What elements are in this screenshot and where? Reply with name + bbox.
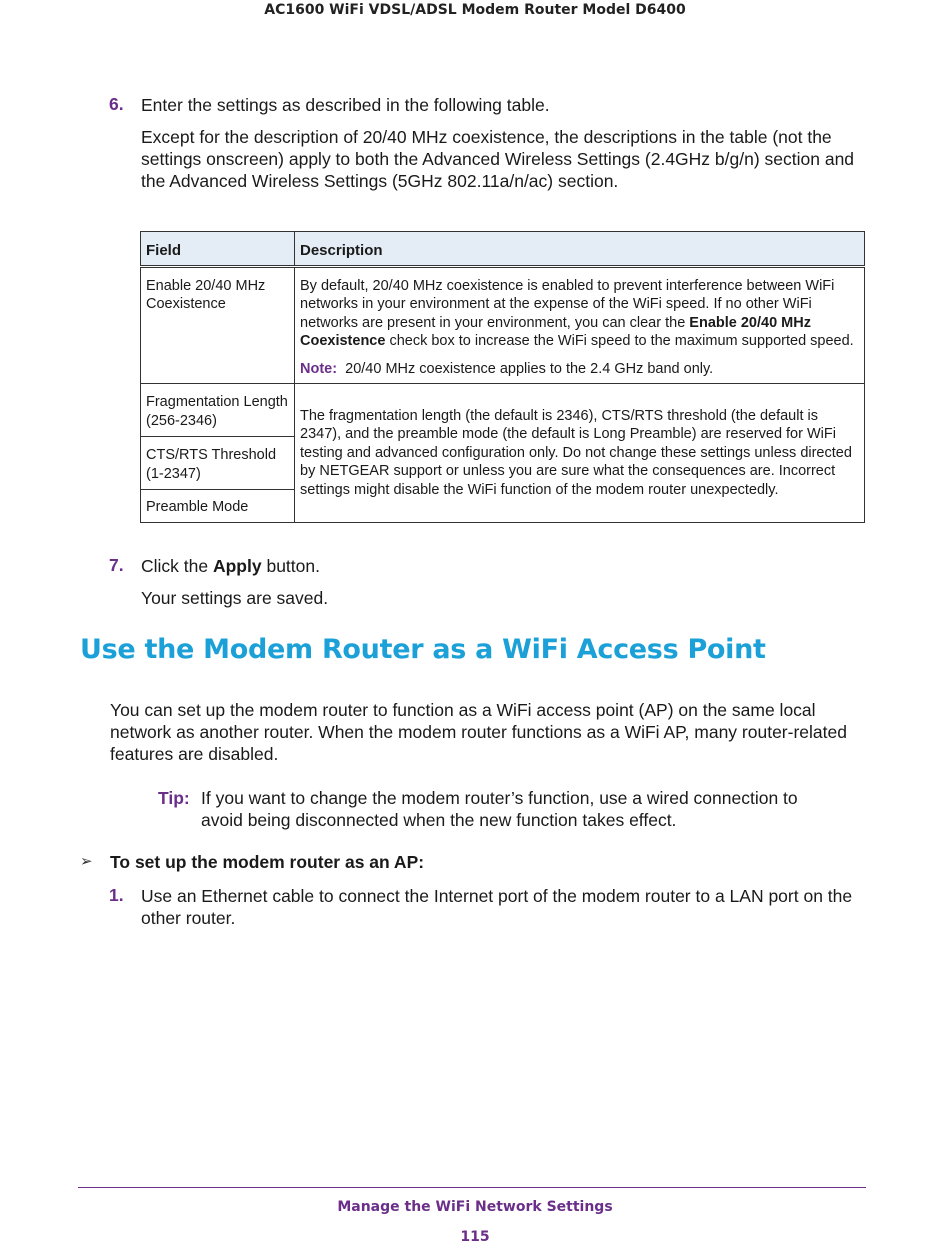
table-row — [141, 266, 865, 384]
page-number: 115 — [460, 1229, 490, 1245]
footer-chapter-title: Manage the WiFi Network Settings — [337, 1199, 613, 1215]
section-heading: Use the Modem Router as a WiFi Access Point — [80, 634, 766, 665]
description-bold-text: Enable 20/40 MHz Coexistence — [300, 314, 811, 349]
field-cell: Fragmentation Length (256-2346) — [141, 384, 295, 437]
step-6-text: Enter the settings as described in the following table. — [141, 95, 550, 115]
step-6-number: 6. — [109, 94, 124, 114]
shared-description-cell: The fragmentation length (the default is 2346), CTS/RTS threshold (the default is 2347), and the preamble mode (the default is Long Preamble) are reserved for WiFi testing and advanced configuration only. Do not change these settings unless directed by NETGEAR support or unless you are sure what the consequences are. Incorrect settings might disable the WiFi function of the modem router unexpectedly. — [295, 384, 865, 523]
step-7-text-part: Click the — [141, 556, 213, 576]
tip-label: Tip: — [158, 788, 190, 808]
description-text-part: check box to increase the WiFi speed to the maximum supported speed. — [385, 333, 854, 349]
apply-button-label: Apply — [212, 556, 262, 576]
step-7-number: 7. — [109, 555, 124, 575]
step-7-text-part: button. — [261, 556, 320, 576]
procedure-title: To set up the modem router as an AP: — [110, 852, 425, 872]
field-cell: Preamble Mode — [141, 490, 295, 523]
field-cell: Enable 20/40 MHz Coexistence — [141, 266, 295, 384]
note-text: 20/40 MHz coexistence applies to the 2.4 GHz band only. — [345, 360, 714, 377]
description-cell — [295, 266, 865, 384]
procedure-arrow-icon: ➢ — [80, 853, 93, 870]
field-cell: CTS/RTS Threshold (1-2347) — [141, 437, 295, 490]
description-text-part: By default, 20/40 MHz coexistence is enabled to prevent interference between WiFi networks in your environment at the expense of the WiFi speed. If no other WiFi networks are present in your environment, you can clear the — [300, 277, 835, 331]
step-6-paragraph: Except for the description of 20/40 MHz coexistence, the descriptions in the table (not the settings onscreen) apply to both the Advanced Wireless Settings (2.4GHz b/g/n) section and the Advanced Wireless Settings (5GHz 802.11a/n/ac) section. — [141, 127, 855, 191]
step-1-text: Use an Ethernet cable to connect the Internet port of the modem router to a LAN port on the other router. — [141, 886, 853, 928]
tip-text: If you want to change the modem router’s function, use a wired connection to avoid being disconnected when the new function takes effect. — [201, 788, 798, 830]
note — [300, 360, 859, 379]
table-row — [141, 384, 865, 437]
step-7-text — [141, 555, 320, 577]
footer-divider — [78, 1187, 866, 1188]
note-label: Note: — [300, 360, 338, 377]
table-header-description: Description — [295, 232, 865, 267]
document-header-title: AC1600 WiFi VDSL/ADSL Modem Router Model D6400 — [264, 2, 686, 18]
settings-table — [140, 231, 865, 523]
table-header-row — [141, 232, 865, 267]
section-intro: You can set up the modem router to function as a WiFi access point (AP) on the same local network as another router. When the modem router functions as a WiFi AP, many router-related features are disabled. — [110, 700, 847, 764]
step-7-result: Your settings are saved. — [141, 588, 329, 608]
step-1-number: 1. — [109, 885, 124, 905]
table-header-field: Field — [141, 232, 295, 267]
description-text — [300, 277, 859, 351]
